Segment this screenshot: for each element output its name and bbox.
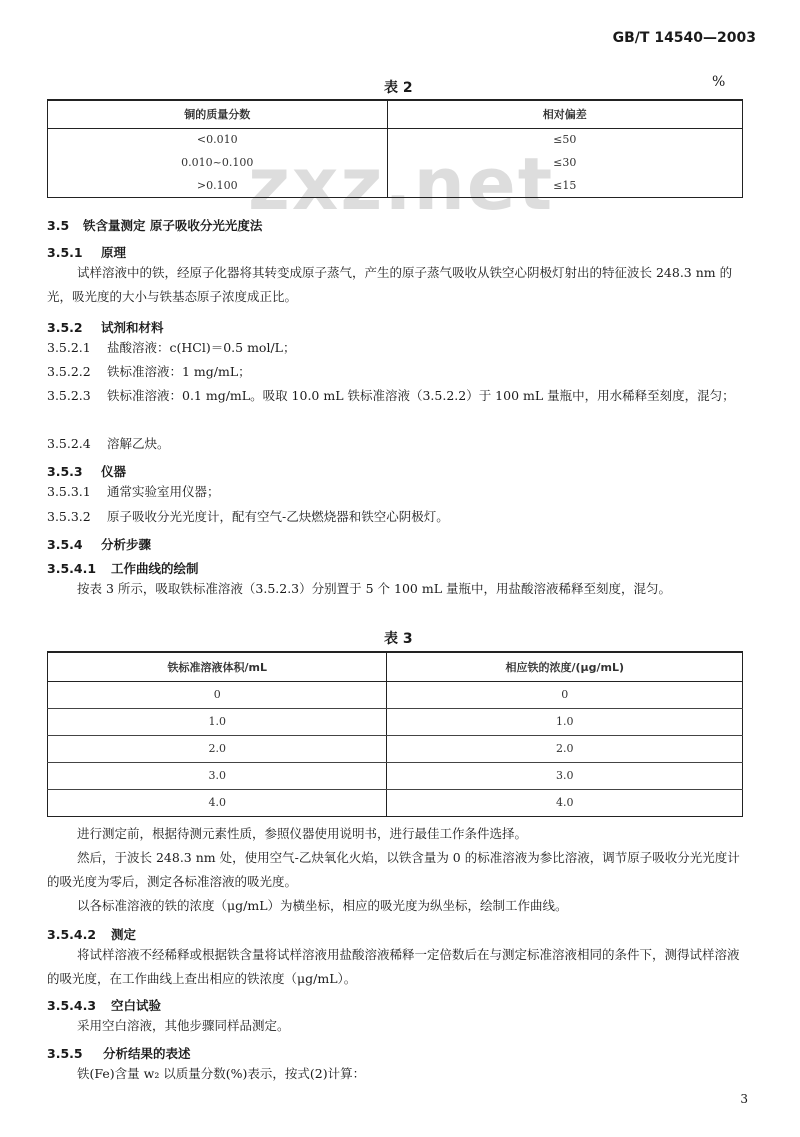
section-3-5-2-heading [47, 318, 164, 336]
table3-cell: 4.0 [48, 789, 387, 816]
item-text: 溶解乙炔。 [107, 436, 170, 451]
section-title: 空白试验 [111, 998, 162, 1013]
section-title: 分析结果的表述 [103, 1046, 191, 1061]
section-title: 测定 [111, 927, 137, 942]
item-number: 3.5.2.2 [47, 364, 91, 379]
table3-cell: 0 [387, 681, 743, 708]
table3-cell: 2.0 [48, 735, 387, 762]
item-text: 通常实验室用仪器； [107, 484, 220, 499]
curve-paragraph: 按表 3 所示，吸取铁标准溶液（3.5.2.3）分别置于 5 个 100 mL 量瓶中，用盐酸溶液稀释至刻度，混匀。 [77, 581, 671, 596]
section-3-5-1-heading [47, 243, 126, 261]
table3-cell: 1.0 [387, 708, 743, 735]
section-number: 3.5.4 [47, 537, 83, 552]
section-number: 3.5.5 [47, 1046, 83, 1061]
table3-header-concentration: 相应铁的浓度/(μg/mL) [387, 652, 743, 681]
section-number: 3.5.2 [47, 320, 83, 335]
section-title: 分析步骤 [101, 537, 152, 552]
section-3-5-3-heading [47, 462, 126, 480]
section-number: 3.5.4.3 [47, 998, 97, 1013]
table3-caption: 表 3 [384, 631, 413, 647]
section-number: 3.5.1 [47, 245, 83, 260]
item-3-5-3-2 [47, 505, 743, 529]
item-text: 盐酸溶液：c(HCl)＝0.5 mol/L； [107, 340, 296, 355]
table3-cell: 3.0 [48, 762, 387, 789]
item-3-5-2-1 [47, 336, 743, 360]
blank-paragraph: 采用空白溶液，其他步骤同样品测定。 [77, 1018, 290, 1033]
table2-unit: % [712, 74, 726, 90]
section-3-5-4-3-heading [47, 996, 161, 1014]
item-number: 3.5.2.1 [47, 340, 91, 355]
table2-cell: >0.100 [48, 174, 388, 197]
principle-paragraph: 试样溶液中的铁，经原子化器将其转变成原子蒸气，产生的原子蒸气吸收从铁空心阴极灯射出的特征波长 248.3 nm 的光，吸光度的大小与铁基态原子浓度成正比。 [47, 265, 733, 304]
item-3-5-2-3 [47, 384, 743, 408]
section-number: 3.5.4.1 [47, 561, 97, 576]
item-number: 3.5.3.2 [47, 509, 91, 524]
table3-cell: 0 [48, 681, 387, 708]
page-number: 3 [740, 1092, 748, 1106]
item-text: 原子吸收分光光度计，配有空气-乙炔燃烧器和铁空心阴极灯。 [107, 509, 449, 524]
item-text: 铁标准溶液：0.1 mg/mL。吸取 10.0 mL 铁标准溶液（3.5.2.2）于 100 mL 量瓶中，用水稀释至刻度，混匀； [107, 388, 735, 403]
item-3-5-2-2 [47, 360, 743, 384]
table2-header-relative-deviation: 相对偏差 [387, 100, 742, 128]
watermark: zxz.net [248, 142, 555, 226]
result-paragraph: 铁(Fe)含量 w₂ 以质量分数(%)表示，按式(2)计算： [77, 1066, 366, 1081]
table3 [47, 651, 743, 817]
section-title: 试剂和材料 [101, 320, 164, 335]
section-3-5-4-1-heading [47, 559, 199, 577]
section-3-5-5-heading [47, 1044, 191, 1062]
section-title: 仪器 [101, 464, 127, 479]
section-3-5-4-2-heading [47, 925, 136, 943]
after-table3-paragraph-2: 然后，于波长 248.3 nm 处，使用空气-乙炔氧化火焰，以铁含量为 0 的标准溶液为参比溶液，调节原子吸收分光光度计的吸光度为零后，测定各标准溶液的吸光度。 [47, 850, 740, 889]
section-number: 3.5.4.2 [47, 927, 97, 942]
section-title: 铁含量测定 原子吸收分光光度法 [83, 218, 263, 233]
section-3-5-4-heading [47, 535, 151, 553]
section-3-5-heading [47, 216, 262, 234]
table2-cell: ≤50 [387, 128, 742, 151]
table2-cell: 0.010~0.100 [48, 151, 388, 174]
item-number: 3.5.3.1 [47, 484, 91, 499]
item-text: 铁标准溶液：1 mg/mL； [107, 364, 251, 379]
table2-caption: 表 2 [384, 80, 413, 96]
section-number: 3.5 [47, 218, 70, 233]
table3-cell: 3.0 [387, 762, 743, 789]
item-number: 3.5.2.4 [47, 436, 91, 451]
section-number: 3.5.3 [47, 464, 83, 479]
table3-header-volume: 铁标准溶液体积/mL [48, 652, 387, 681]
table2-cell: ≤15 [387, 174, 742, 197]
after-table3-paragraph-1: 进行测定前，根据待测元素性质，参照仪器使用说明书，进行最佳工作条件选择。 [77, 826, 528, 841]
table2-cell: ≤30 [387, 151, 742, 174]
after-table3-paragraph-3: 以各标准溶液的铁的浓度（μg/mL）为横坐标，相应的吸光度为纵坐标，绘制工作曲线。 [77, 898, 568, 913]
table2 [47, 99, 743, 198]
table2-header-mass-fraction: 铜的质量分数 [48, 100, 388, 128]
table3-cell: 2.0 [387, 735, 743, 762]
section-title: 工作曲线的绘制 [111, 561, 199, 576]
item-3-5-2-4 [47, 432, 743, 456]
standard-number: GB/T 14540—2003 [612, 30, 756, 46]
table3-cell: 4.0 [387, 789, 743, 816]
table2-cell: <0.010 [48, 128, 388, 151]
item-3-5-3-1 [47, 480, 743, 504]
section-title: 原理 [101, 245, 127, 260]
measure-paragraph: 将试样溶液不经稀释或根据铁含量将试样溶液用盐酸溶液稀释一定倍数后在与测定标准溶液相同的条件下，测得试样溶液的吸光度，在工作曲线上查出相应的铁浓度（μg/mL）。 [47, 947, 740, 986]
table3-cell: 1.0 [48, 708, 387, 735]
item-number: 3.5.2.3 [47, 388, 91, 403]
